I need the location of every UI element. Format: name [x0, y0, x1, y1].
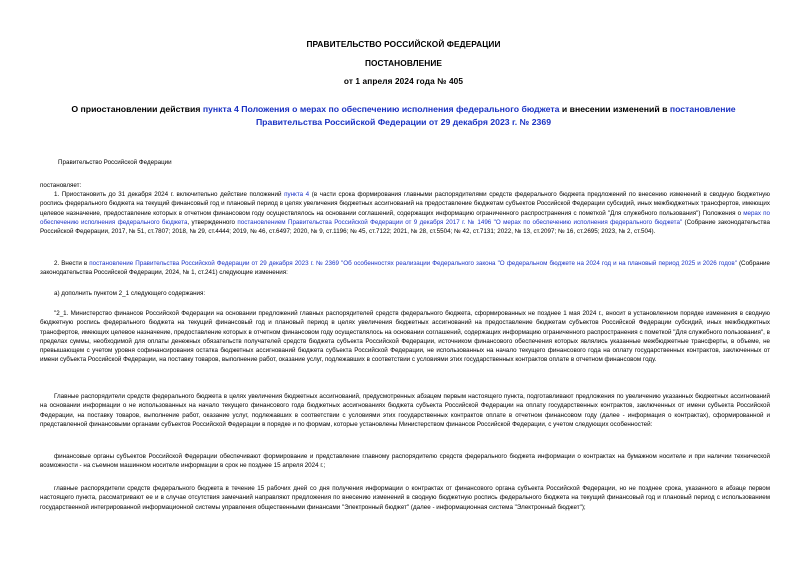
quoted-paragraph-3: финансовые органы субъектов Российской Федерации обеспечивают формирование и представление главному распорядителю средств федерального бюджета информации о контрактах на бумажном носителе и при наличии технической возможности - на съемном машинном носителе информации в срок не позднее 15 апреля 2024 г.; — [40, 453, 770, 470]
title-text-1: О приостановлении действия — [71, 104, 203, 114]
p1-link-decree-1496[interactable]: постановлением Правительства Российской Федерации от 9 декабря 2017 г. № 1496 "О мерах по обеспечению исполнения федерального бюджета" — [237, 218, 683, 226]
document-type: ПОСТАНОВЛЕНИЕ — [364, 58, 443, 68]
p2-text-2: (Собрание законодательства Российской Федерации, 2024, № 1, ст.241) следующие изменения: — [40, 260, 770, 277]
intro-text: Правительство Российской Федерации — [58, 159, 172, 166]
quoted-paragraph-2: Главные распорядители средств федерального бюджета в целях увеличения бюджетных ассигнований, предусмотренных абзацем первым настоящего пункта, подготавливают предложения по увеличению указанных бюджетных ассигнований на основании информации о не использованных на начало текущего финансового года бюджетных ассигнованиях бюджета субъекта Российской Федерации на оплату государственных контрактов, заключенных от имени субъекта Российской Федерации, на поставку товаров, выполнение работ, оказание услуг, подлежавших в соответствии с условиями этих государственных контрактов оплате в отчетном финансовом году (далее - информация о контрактах), сформированной и представленной финансовыми органами субъектов Российской Федерации в порядке и по формам, которые установлены Министерством финансов Российской Федерации, с учетом следующих особенностей: — [40, 393, 770, 428]
p1-text-1: 1. Приостановить до 31 декабря 2024 г. включительно действие положений — [54, 191, 285, 198]
p2-text-1: 2. Внести в — [54, 260, 90, 267]
paragraph-2 — [40, 259, 770, 278]
decree-word: постановляет: — [40, 182, 82, 189]
p1-text-4: (Собрание законодательства Российской Федерации, 2017, № 51, ст.7807; 2018, № 29, ст.4444; 2019, № 46, ст.6497; 2020, № 9, ст.1196; № 45, ст.7122; 2021, № 28, ст.5504; № 42, ст.7131; 2022, № 13, ст.2097; № 16, ст.2695; 2023, № 2, ст.504). — [40, 218, 770, 235]
government-heading: ПРАВИТЕЛЬСТВО РОССИЙСКОЙ ФЕДЕРАЦИИ — [306, 39, 501, 49]
p1-text-2: (в части срока формирования главными распорядителями средств федерального бюджета предложений по внесению изменений в сводную бюджетную роспись федерального бюджета на текущий финансовый год и плановый период в целях увеличения бюджетных ассигнований на предоставление бюджетам субъектов Российской Федерации субсидий, иных межбюджетных трансфертов, имеющих целевое назначение, предоставление которых в отчетном финансовом году осуществлялось на основании соглашений, содержащих информацию ограниченного распространения с пометкой "Для служебного пользования") Положения о — [40, 191, 770, 217]
p1-link-measures[interactable]: мерах по обеспечению исполнения федерального бюджета — [40, 209, 770, 226]
document-date-number: от 1 апреля 2024 года № 405 — [343, 76, 464, 86]
title-link-decree-2369[interactable]: постановление Правительства Российской Федерации от 29 декабря 2023 г. № 2369 — [255, 104, 736, 127]
document-title — [40, 103, 767, 129]
title-link-clause-4[interactable]: пункта 4 Положения о мерах по обеспечению исполнения федерального бюджета — [202, 104, 560, 114]
paragraph-1 — [40, 190, 770, 236]
p1-link-clause-4[interactable]: пункта 4 — [284, 191, 310, 198]
p2-link-decree-2369[interactable]: постановление Правительства Российской Федерации от 29 декабря 2023 г. № 2369 "Об особенностях реализации Федерального закона "О федеральном бюджете на 2024 год и на плановый период 2025 и 2026 годов" — [89, 260, 737, 267]
quoted-paragraph-4: главные распорядители средств федерального бюджета в течение 15 рабочих дней со дня получения информации о контрактах от финансового органа субъекта Российской Федерации, но не позднее срока, указанного в абзаце первом настоящего пункта, рассматривают ее и в случае отсутствия замечаний направляют предложения по внесению изменений в сводную бюджетную роспись федерального бюджета на текущий финансовый год и плановый период с использованием государственной интегрированной информационной системы управления общественными финансами "Электронный бюджет" (далее - информационная система "Электронный бюджет"); — [40, 485, 770, 511]
subparagraph-a: а) дополнить пунктом 2_1 следующего содержания: — [54, 290, 206, 297]
quoted-paragraph-1: "2_1. Министерство финансов Российской Федерации на основании предложений главных распорядителей средств федерального бюджета, сформированных не позднее 1 мая 2024 г., вносит в установленном порядке изменения в сводную бюджетную роспись федерального бюджета на текущий финансовый год и плановый период в целях увеличения бюджетных ассигнований на предоставление бюджетам субъектов Российской Федерации субсидий, иных межбюджетных трансфертов, имеющих целевое назначение, предоставление которых в отчетном финансовом году осуществлялось на основании соглашений, содержащих информацию ограниченного распространения с пометкой "Для служебного пользования", в пределах суммы, необходимой для оплаты денежных обязательств получателей средств бюджета субъекта Российской Федерации, источником финансового обеспечения которых являлись указанные межбюджетные трансферты, в объеме, не превышающем с учетом уровня софинансирования остатка бюджетных ассигнований бюджета субъекта Российской Федерации, не использованных на начало текущего финансового года на оплату государственных контрактов, заключенных от имени субъекта Российской Федерации, на поставку товаров, выполнение работ, оказание услуг, подлежавших в соответствии с условиями этих государственных контрактов оплате в отчетном финансовом году. — [40, 310, 770, 364]
title-text-2: и внесении изменений в — [559, 104, 670, 114]
p1-text-3: , утвержденного — [187, 218, 238, 226]
